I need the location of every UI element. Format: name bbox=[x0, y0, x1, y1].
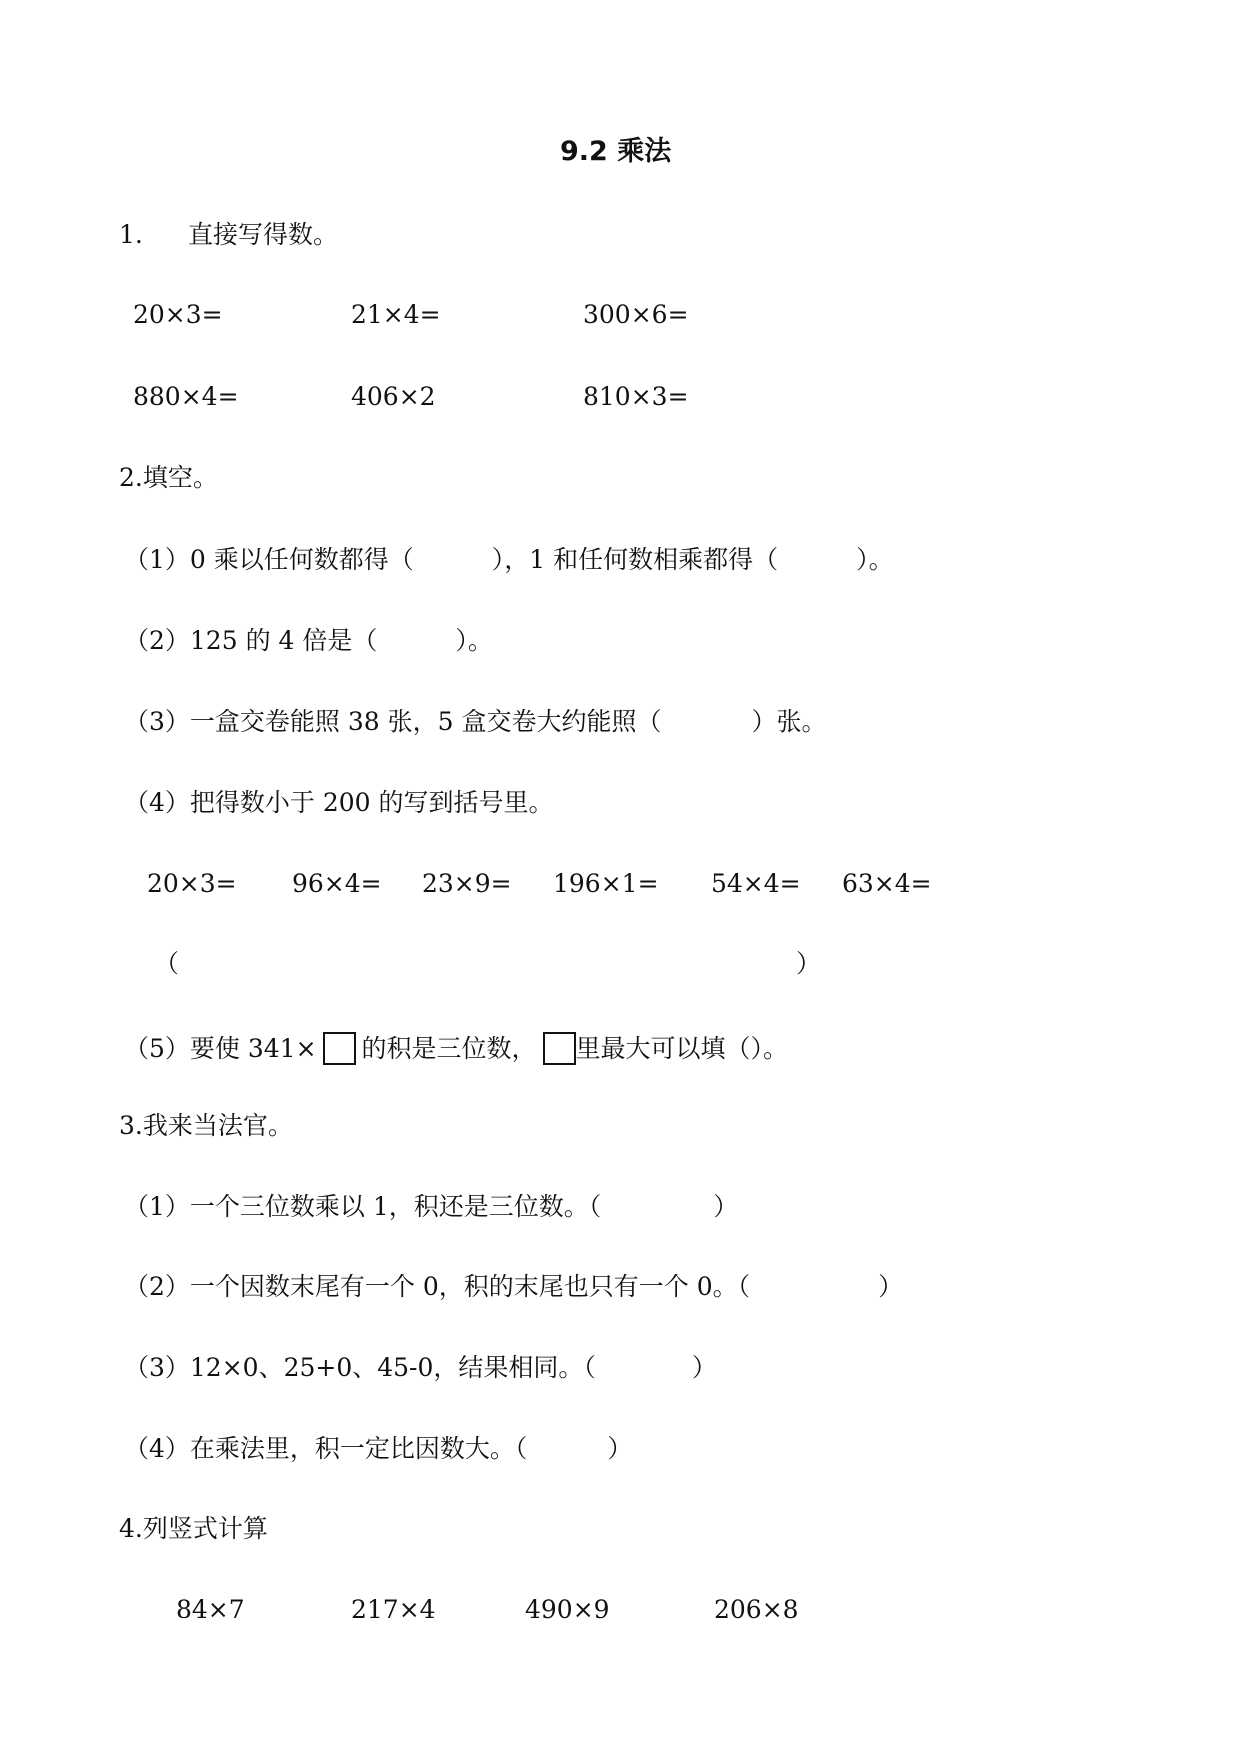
q2-item-5: （5）要使 341× 的积是三位数， 里最大可以填（）。 bbox=[124, 1034, 789, 1063]
q2-paren-close: ） bbox=[796, 949, 822, 978]
q2-expr: 63×4= bbox=[842, 869, 932, 898]
q3-item-3: （3）12×0、25+0、45-0，结果相同。（ ） bbox=[124, 1353, 717, 1382]
q3-item-2: （2）一个因数末尾有一个 0，积的末尾也只有一个 0。（ ） bbox=[124, 1272, 904, 1301]
q4-expr: 84×7 bbox=[176, 1595, 245, 1624]
q2-item-4: （4）把得数小于 200 的写到括号里。 bbox=[124, 788, 554, 817]
q1-expr: 880×4= bbox=[133, 382, 239, 411]
q2-expr: 54×4= bbox=[711, 869, 801, 898]
answer-box[interactable] bbox=[543, 1032, 576, 1065]
q2-item-1: （1）0 乘以任何数都得（ ），1 和任何数相乘都得（ ）。 bbox=[124, 545, 894, 574]
q1-expr: 20×3= bbox=[133, 300, 223, 329]
q4-expr: 217×4 bbox=[351, 1595, 436, 1624]
page-title: 9.2 乘法 bbox=[560, 136, 672, 167]
q4-heading: 4.列竖式计算 bbox=[119, 1514, 268, 1543]
answer-box[interactable] bbox=[323, 1032, 356, 1065]
q3-item-1: （1）一个三位数乘以 1，积还是三位数。（ ） bbox=[124, 1192, 739, 1221]
q1-expr: 300×6= bbox=[583, 300, 689, 329]
q2-expr: 196×1= bbox=[553, 869, 659, 898]
q2-expr: 23×9= bbox=[422, 869, 512, 898]
q4-expr: 490×9 bbox=[525, 1595, 610, 1624]
q1-expr: 406×2 bbox=[351, 382, 436, 411]
q3-heading: 3.我来当法官。 bbox=[119, 1111, 293, 1140]
q3-item-4: （4）在乘法里，积一定比因数大。（ ） bbox=[124, 1434, 633, 1463]
q2-paren-open: （ bbox=[154, 949, 180, 978]
q1-number: 1. bbox=[119, 220, 143, 249]
q2-expr: 96×4= bbox=[292, 869, 382, 898]
q1-expr: 21×4= bbox=[351, 300, 441, 329]
q2-heading: 2.填空。 bbox=[119, 463, 218, 492]
q1-expr: 810×3= bbox=[583, 382, 689, 411]
q2-item-3: （3）一盒交卷能照 38 张，5 盒交卷大约能照（ ）张。 bbox=[124, 707, 827, 736]
q4-expr: 206×8 bbox=[714, 1595, 799, 1624]
q2-item-2: （2）125 的 4 倍是（ ）。 bbox=[124, 626, 493, 655]
q2-expr: 20×3= bbox=[147, 869, 237, 898]
q1-heading: 直接写得数。 bbox=[188, 220, 339, 249]
